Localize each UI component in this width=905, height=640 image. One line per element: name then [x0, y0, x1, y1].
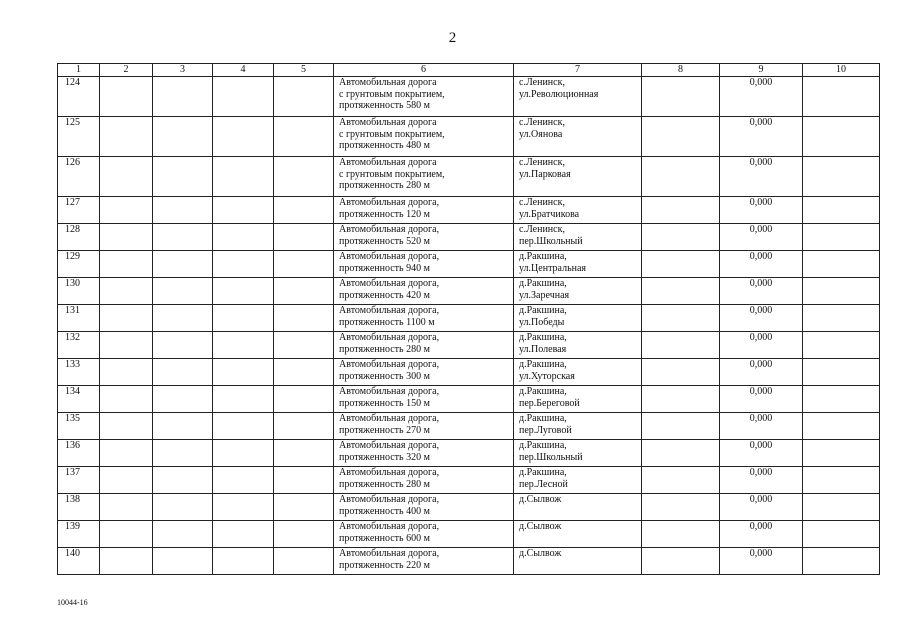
description-line: Автомобильная дорога,	[339, 251, 440, 262]
empty-cell	[213, 77, 274, 117]
empty-cell	[642, 467, 720, 494]
object-description	[334, 413, 514, 440]
description-line: протяженность 280 м	[339, 478, 430, 490]
description-line: протяженность 320 м	[339, 451, 430, 463]
value-cell: 0,000	[720, 278, 803, 305]
empty-cell	[100, 467, 153, 494]
column-header: 2	[100, 64, 153, 77]
description-line: протяженность 480 м	[339, 140, 430, 151]
value-cell: 0,000	[720, 157, 803, 197]
address-line: д.Ракшина,	[519, 467, 567, 478]
empty-cell	[803, 157, 880, 197]
row-number: 129	[58, 251, 100, 278]
empty-cell	[274, 117, 334, 157]
empty-cell	[803, 386, 880, 413]
value-cell: 0,000	[720, 77, 803, 117]
object-address	[514, 467, 642, 494]
table-row	[58, 117, 880, 157]
table-row	[58, 305, 880, 332]
value-cell: 0,000	[720, 117, 803, 157]
value-cell: 0,000	[720, 548, 803, 575]
description-line: протяженность 280 м	[339, 180, 430, 191]
description-line: протяженность 280 м	[339, 343, 430, 355]
description-line: протяженность 150 м	[339, 397, 430, 409]
row-number: 138	[58, 494, 100, 521]
empty-cell	[153, 359, 213, 386]
address-line: ул.Заречная	[519, 289, 570, 301]
object-address	[514, 157, 642, 197]
table-row	[58, 251, 880, 278]
object-address	[514, 224, 642, 251]
empty-cell	[803, 251, 880, 278]
empty-cell	[153, 197, 213, 224]
empty-cell	[100, 386, 153, 413]
address-line: д.Ракшина,	[519, 413, 567, 424]
object-description	[334, 548, 514, 575]
object-description	[334, 440, 514, 467]
empty-cell	[274, 278, 334, 305]
empty-cell	[153, 332, 213, 359]
object-description	[334, 224, 514, 251]
object-description	[334, 197, 514, 224]
empty-cell	[100, 548, 153, 575]
empty-cell	[213, 197, 274, 224]
address-line: ул.Братчикова	[519, 208, 580, 220]
empty-cell	[803, 77, 880, 117]
address-line: ул.Полевая	[519, 343, 567, 355]
object-description	[334, 359, 514, 386]
empty-cell	[213, 278, 274, 305]
empty-cell	[153, 251, 213, 278]
table-row	[58, 157, 880, 197]
column-header: 7	[514, 64, 642, 77]
empty-cell	[803, 467, 880, 494]
empty-cell	[153, 494, 213, 521]
description-line: Автомобильная дорога,	[339, 359, 440, 370]
row-number: 140	[58, 548, 100, 575]
row-number: 125	[58, 117, 100, 157]
address-line: д.Ракшина,	[519, 359, 567, 370]
empty-cell	[274, 197, 334, 224]
empty-cell	[274, 494, 334, 521]
row-number: 128	[58, 224, 100, 251]
description-line: Автомобильная дорога,	[339, 548, 440, 559]
empty-cell	[803, 359, 880, 386]
table-row	[58, 197, 880, 224]
empty-cell	[803, 521, 880, 548]
empty-cell	[213, 386, 274, 413]
empty-cell	[274, 440, 334, 467]
column-header: 8	[642, 64, 720, 77]
empty-cell	[100, 494, 153, 521]
empty-cell	[213, 117, 274, 157]
value-cell: 0,000	[720, 521, 803, 548]
empty-cell	[642, 494, 720, 521]
object-address	[514, 332, 642, 359]
description-line: Автомобильная дорога,	[339, 413, 440, 424]
empty-cell	[213, 548, 274, 575]
row-number: 137	[58, 467, 100, 494]
empty-cell	[213, 305, 274, 332]
object-description	[334, 494, 514, 521]
object-description	[334, 305, 514, 332]
row-number: 127	[58, 197, 100, 224]
empty-cell	[100, 117, 153, 157]
empty-cell	[100, 77, 153, 117]
empty-cell	[803, 548, 880, 575]
address-line: с.Ленинск,	[519, 77, 565, 88]
empty-cell	[153, 548, 213, 575]
table-row	[58, 467, 880, 494]
empty-cell	[100, 440, 153, 467]
empty-cell	[642, 548, 720, 575]
empty-cell	[213, 467, 274, 494]
description-line: протяженность 1100 м	[339, 316, 435, 328]
empty-cell	[153, 117, 213, 157]
description-line: Автомобильная дорога,	[339, 521, 440, 532]
empty-cell	[153, 386, 213, 413]
description-line: протяженность 520 м	[339, 235, 430, 247]
row-number: 131	[58, 305, 100, 332]
object-description	[334, 521, 514, 548]
object-address	[514, 251, 642, 278]
empty-cell	[642, 278, 720, 305]
value-cell: 0,000	[720, 413, 803, 440]
table-row	[58, 413, 880, 440]
row-number: 130	[58, 278, 100, 305]
empty-cell	[803, 278, 880, 305]
object-address	[514, 440, 642, 467]
empty-cell	[213, 224, 274, 251]
object-description	[334, 157, 514, 197]
address-line: ул.Революционная	[519, 88, 599, 100]
empty-cell	[803, 494, 880, 521]
empty-cell	[100, 197, 153, 224]
object-address	[514, 305, 642, 332]
empty-cell	[274, 521, 334, 548]
row-number: 139	[58, 521, 100, 548]
object-address	[514, 548, 642, 575]
empty-cell	[100, 521, 153, 548]
empty-cell	[153, 278, 213, 305]
description-line: Автомобильная дорога	[339, 117, 437, 128]
object-description	[334, 278, 514, 305]
empty-cell	[803, 413, 880, 440]
address-line: ул.Хуторская	[519, 370, 575, 382]
address-line: д.Сылвож	[519, 494, 562, 505]
empty-cell	[213, 332, 274, 359]
column-header: 1	[58, 64, 100, 77]
empty-cell	[100, 413, 153, 440]
table-body	[58, 77, 880, 575]
address-line: д.Ракшина,	[519, 278, 567, 289]
address-line: д.Ракшина,	[519, 305, 567, 316]
empty-cell	[642, 359, 720, 386]
object-address	[514, 359, 642, 386]
description-line: Автомобильная дорога,	[339, 386, 440, 397]
empty-cell	[153, 440, 213, 467]
registry-table	[57, 63, 880, 575]
description-line: Автомобильная дорога,	[339, 197, 440, 208]
description-line: протяженность 270 м	[339, 424, 430, 436]
value-cell: 0,000	[720, 251, 803, 278]
row-number: 134	[58, 386, 100, 413]
row-number: 126	[58, 157, 100, 197]
address-line: ул.Победы	[519, 316, 565, 328]
empty-cell	[274, 332, 334, 359]
column-header: 9	[720, 64, 803, 77]
row-number: 132	[58, 332, 100, 359]
table-row	[58, 494, 880, 521]
empty-cell	[213, 521, 274, 548]
value-cell: 0,000	[720, 386, 803, 413]
empty-cell	[803, 305, 880, 332]
empty-cell	[274, 386, 334, 413]
object-address	[514, 494, 642, 521]
empty-cell	[803, 197, 880, 224]
empty-cell	[153, 157, 213, 197]
empty-cell	[153, 77, 213, 117]
address-line: д.Ракшина,	[519, 251, 567, 262]
empty-cell	[153, 305, 213, 332]
address-line: ул.Оянова	[519, 128, 563, 140]
object-address	[514, 117, 642, 157]
object-description	[334, 77, 514, 117]
empty-cell	[153, 413, 213, 440]
empty-cell	[153, 467, 213, 494]
empty-cell	[213, 157, 274, 197]
empty-cell	[213, 359, 274, 386]
empty-cell	[274, 548, 334, 575]
description-line: Автомобильная дорога,	[339, 305, 440, 316]
empty-cell	[100, 332, 153, 359]
description-line: протяженность 400 м	[339, 505, 430, 517]
value-cell: 0,000	[720, 440, 803, 467]
empty-cell	[642, 251, 720, 278]
row-number: 135	[58, 413, 100, 440]
empty-cell	[153, 224, 213, 251]
empty-cell	[213, 413, 274, 440]
column-header: 4	[213, 64, 274, 77]
object-address	[514, 521, 642, 548]
table-row	[58, 224, 880, 251]
description-line: Автомобильная дорога,	[339, 467, 440, 478]
address-line: с.Ленинск,	[519, 224, 565, 235]
empty-cell	[213, 494, 274, 521]
description-line: протяженность 580 м	[339, 100, 430, 111]
address-line: д.Сылвож	[519, 521, 562, 532]
address-line: д.Ракшина,	[519, 332, 567, 343]
object-description	[334, 117, 514, 157]
empty-cell	[642, 197, 720, 224]
object-address	[514, 413, 642, 440]
object-description	[334, 251, 514, 278]
table-row	[58, 332, 880, 359]
description-line: Автомобильная дорога	[339, 157, 437, 168]
value-cell: 0,000	[720, 224, 803, 251]
empty-cell	[213, 440, 274, 467]
empty-cell	[274, 359, 334, 386]
page-number: 2	[448, 30, 457, 46]
description-line: протяженность 120 м	[339, 208, 430, 220]
empty-cell	[642, 224, 720, 251]
empty-cell	[642, 413, 720, 440]
address-line: ул.Центральная	[519, 262, 587, 274]
address-line: пер.Школьный	[519, 235, 583, 247]
empty-cell	[100, 251, 153, 278]
table-row	[58, 521, 880, 548]
empty-cell	[274, 413, 334, 440]
description-line: Автомобильная дорога,	[339, 494, 440, 505]
value-cell: 0,000	[720, 494, 803, 521]
object-address	[514, 77, 642, 117]
value-cell: 0,000	[720, 197, 803, 224]
row-number: 133	[58, 359, 100, 386]
empty-cell	[274, 77, 334, 117]
column-header: 6	[334, 64, 514, 77]
empty-cell	[642, 305, 720, 332]
empty-cell	[642, 440, 720, 467]
empty-cell	[803, 117, 880, 157]
empty-cell	[274, 157, 334, 197]
address-line: с.Ленинск,	[519, 197, 565, 208]
empty-cell	[642, 521, 720, 548]
table-row	[58, 77, 880, 117]
address-line: пер.Лесной	[519, 478, 568, 490]
address-line: д.Ракшина,	[519, 386, 567, 397]
description-line: Автомобильная дорога,	[339, 278, 440, 289]
description-line: Автомобильная дорога	[339, 77, 437, 88]
column-header: 3	[153, 64, 213, 77]
description-line: протяженность 940 м	[339, 262, 430, 274]
empty-cell	[100, 359, 153, 386]
description-line: протяженность 300 м	[339, 370, 430, 382]
empty-cell	[274, 224, 334, 251]
object-address	[514, 197, 642, 224]
empty-cell	[100, 157, 153, 197]
description-line: Автомобильная дорога,	[339, 224, 440, 235]
address-line: с.Ленинск,	[519, 117, 565, 128]
empty-cell	[213, 251, 274, 278]
header-row	[58, 64, 880, 77]
object-address	[514, 278, 642, 305]
empty-cell	[100, 224, 153, 251]
empty-cell	[803, 224, 880, 251]
object-description	[334, 386, 514, 413]
description-line: Автомобильная дорога,	[339, 440, 440, 451]
object-description	[334, 467, 514, 494]
object-description	[334, 332, 514, 359]
row-number: 136	[58, 440, 100, 467]
empty-cell	[642, 117, 720, 157]
object-address	[514, 386, 642, 413]
address-line: д.Сылвож	[519, 548, 562, 559]
value-cell: 0,000	[720, 332, 803, 359]
table-row	[58, 440, 880, 467]
address-line: пер.Школьный	[519, 451, 583, 463]
empty-cell	[274, 467, 334, 494]
column-header: 5	[274, 64, 334, 77]
empty-cell	[100, 305, 153, 332]
table-row	[58, 278, 880, 305]
empty-cell	[274, 305, 334, 332]
empty-cell	[642, 77, 720, 117]
empty-cell	[642, 332, 720, 359]
description-line: протяженность 220 м	[339, 559, 430, 571]
description-line: Автомобильная дорога,	[339, 332, 440, 343]
description-line: с грунтовым покрытием,	[339, 168, 445, 180]
empty-cell	[100, 278, 153, 305]
empty-cell	[642, 386, 720, 413]
table-row	[58, 548, 880, 575]
row-number: 124	[58, 77, 100, 117]
description-line: протяженность 420 м	[339, 289, 430, 301]
column-header: 10	[803, 64, 880, 77]
value-cell: 0,000	[720, 359, 803, 386]
address-line: ул.Парковая	[519, 168, 571, 180]
table-row	[58, 386, 880, 413]
address-line: пер.Луговой	[519, 424, 572, 436]
empty-cell	[803, 332, 880, 359]
description-line: протяженность 600 м	[339, 532, 430, 544]
description-line: с грунтовым покрытием,	[339, 88, 445, 100]
document-code: 10044-16	[57, 598, 88, 607]
table-row	[58, 359, 880, 386]
empty-cell	[274, 251, 334, 278]
address-line: с.Ленинск,	[519, 157, 565, 168]
description-line: с грунтовым покрытием,	[339, 128, 445, 140]
value-cell: 0,000	[720, 305, 803, 332]
value-cell: 0,000	[720, 467, 803, 494]
empty-cell	[803, 440, 880, 467]
empty-cell	[642, 157, 720, 197]
empty-cell	[153, 521, 213, 548]
address-line: пер.Береговой	[519, 397, 580, 409]
address-line: д.Ракшина,	[519, 440, 567, 451]
